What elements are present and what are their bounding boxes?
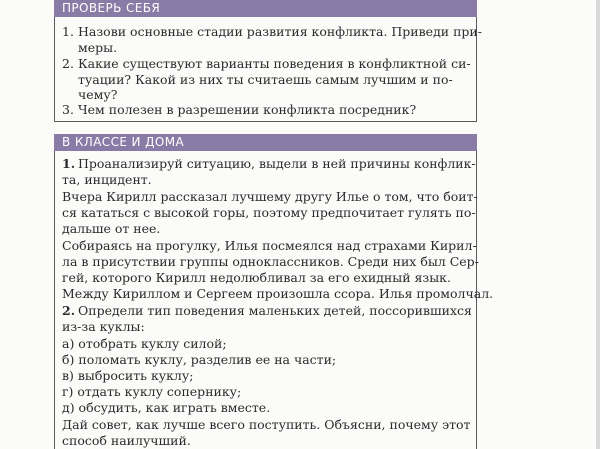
paragraph-3-line-2: способ наилучший. [62,433,191,448]
paragraph-1-line-2: ся кататься с высокой горы, поэтому предпочитает гулять по- [62,205,476,220]
option-c: в) выбросить куклу; [62,368,194,383]
question-1-number: 1. [62,24,74,39]
task-2-line-2: из-за куклы: [62,319,145,334]
paragraph-1-line-1: Вчера Кирилл рассказал лучшему другу Илье о том, что боит- [62,189,478,204]
paragraph-2-line-3: гей, которого Кирилл недолюбливал за его exидный язык. [62,270,451,285]
question-1-line-2: меры. [78,40,118,55]
option-e: д) обсудить, как играть вместе. [62,400,271,415]
task-2-line-1: Определи тип поведения маленьких детей, поссорившихся [78,303,472,318]
paragraph-2-line-2: ла в присутствии группы одноклассников. Среди них был Сер- [62,254,479,269]
paragraph-3-line-1: Дай совет, как лучше всего поступить. Объясни, почему этот [62,417,471,432]
paragraph-2-line-1: Собираясь на прогулку, Илья посмеялся над страхами Кирил- [62,238,477,253]
paragraph-2-line-4: Между Кириллом и Сергеем произошла ссора. Илья промолчал. [62,286,494,301]
question-1-line-1: Назови основные стадии развития конфликта. Приведи при- [78,24,482,39]
page-edge-shadow [596,0,600,449]
section-header-in-class-and-home: В КЛАССЕ И ДОМА [54,134,477,151]
option-d: г) отдать куклу сопернику; [62,384,242,399]
question-2-number: 2. [62,56,74,71]
paragraph-1-line-3: дальше от нее. [62,221,161,236]
task-1-number: 1. [62,156,76,171]
section-header-check-yourself: ПРОВЕРЬ СЕБЯ [54,0,477,17]
question-3-number: 3. [62,102,74,117]
task-1-line-2: та, инцидент. [62,172,152,187]
question-2-line-1: Какие существуют варианты поведения в конфликтной си- [78,56,471,71]
question-2-line-3: чему? [78,87,118,102]
option-a: а) отобрать куклу силой; [62,336,227,351]
question-3-line-1: Чем полезен в разрешении конфликта посредник? [78,102,417,117]
option-b: б) поломать куклу, разделив ее на части; [62,352,337,367]
question-2-line-2: туации? Какой из них ты считаешь самым лучшим и по- [78,72,453,87]
task-1-line-1: Проанализируй ситуацию, выдели в ней причины конфлик- [78,156,476,171]
task-2-number: 2. [62,303,76,318]
